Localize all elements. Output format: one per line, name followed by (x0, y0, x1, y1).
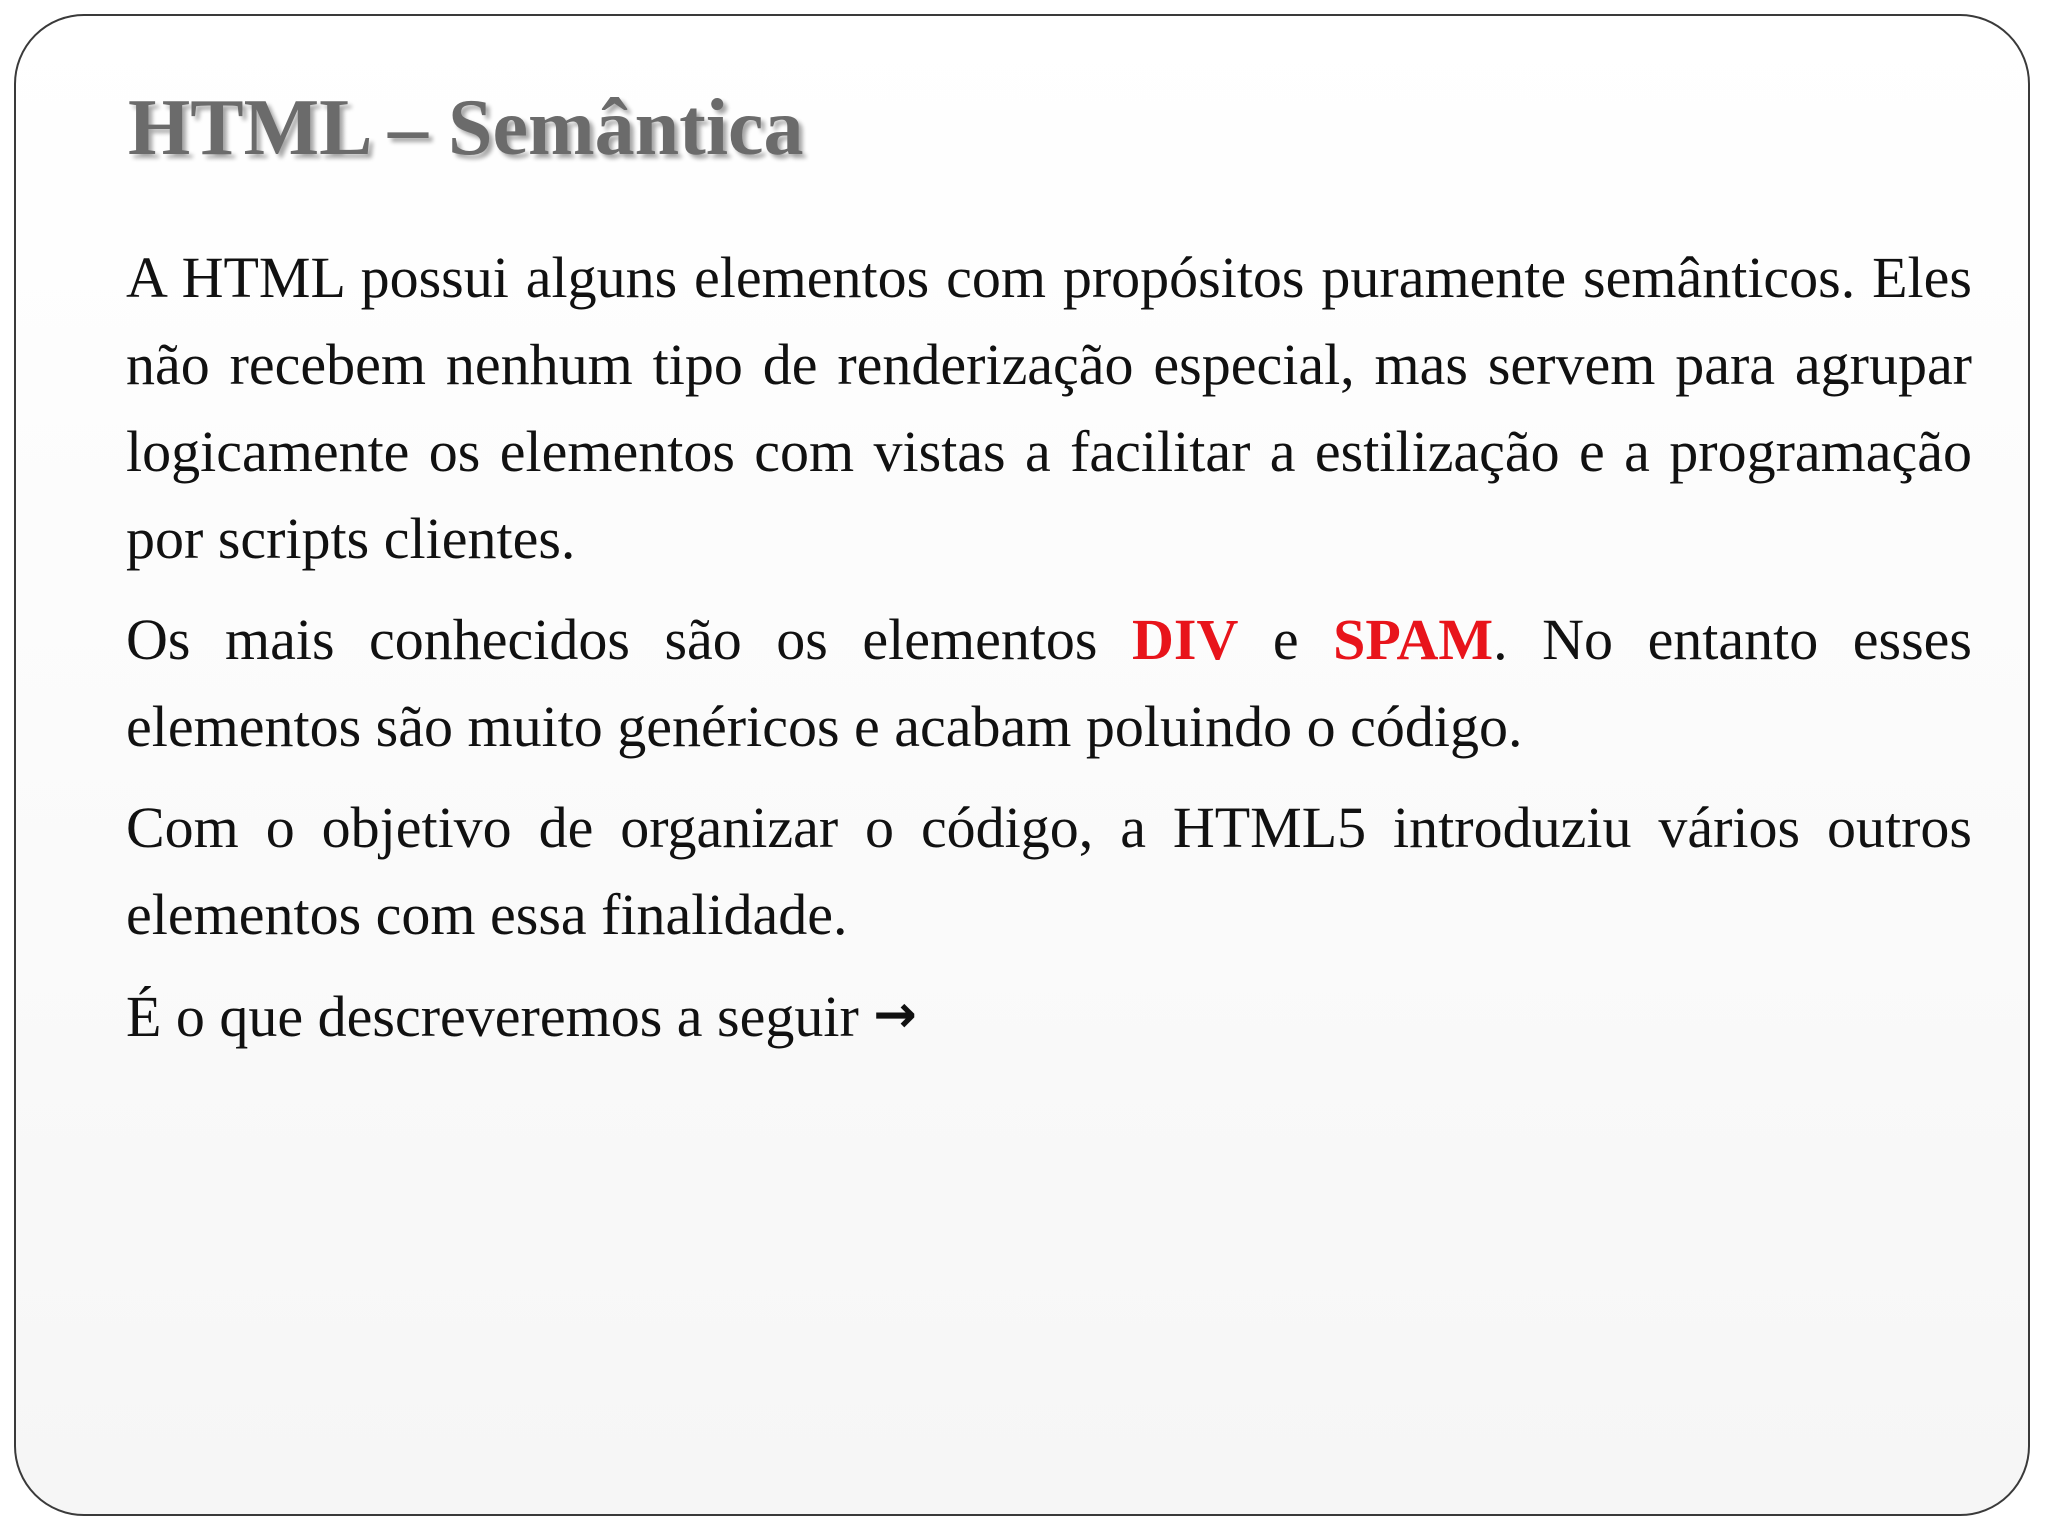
paragraph-text: Os mais conhecidos são os elementos (126, 607, 1133, 672)
arrow-right-icon: → (873, 985, 917, 1045)
paragraph-intro: A HTML possui alguns elementos com propósitos puramente semânticos. Eles não recebem nenhum tipo de renderização especial, mas servem para agrupar logicamente os elementos com vistas a facilitar a estilização e a programação por scripts clientes. (126, 245, 1972, 571)
slide-title: HTML – Semântica (128, 84, 804, 172)
highlight-div: DIV (1132, 607, 1239, 672)
paragraph-text: . No entanto esses elementos são muito genéricos e acabam poluindo o código. (126, 607, 1972, 759)
slide-body (126, 234, 1972, 1074)
highlight-spam: SPAM (1333, 607, 1494, 672)
paragraph-generic-elements (126, 596, 1972, 770)
paragraph-html5: Com o objetivo de organizar o código, a HTML5 introduziu vários outros elementos com essa finalidade. (126, 795, 1972, 947)
paragraph-text: É o que descreveremos a seguir (126, 984, 874, 1049)
slide (14, 14, 2030, 1516)
paragraph-text: e (1238, 607, 1334, 672)
paragraph-next (126, 972, 1972, 1060)
